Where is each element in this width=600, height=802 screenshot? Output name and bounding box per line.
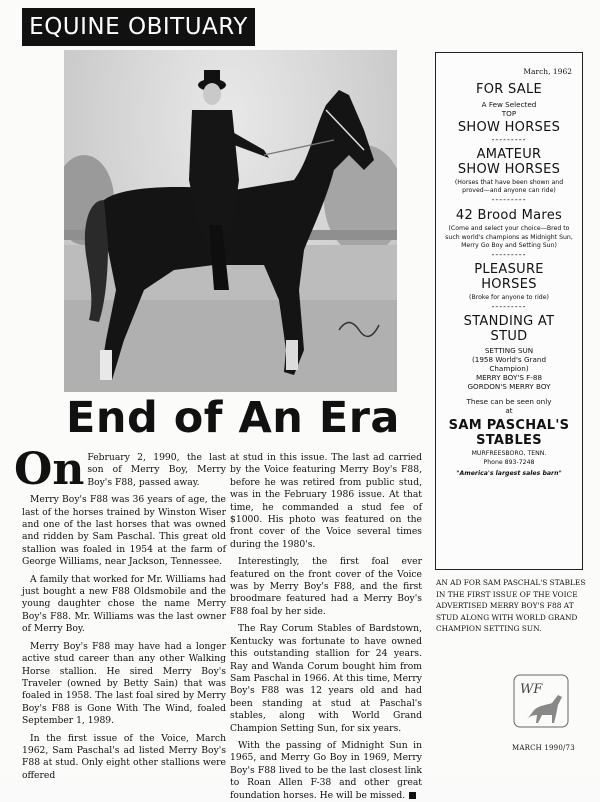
article-paragraph: Merry Boy's F88 was 36 years of age, the last of the horses trained by Winston Wiser and one of the last horses that was owned and ridden by Sam Paschal. This great old stallion was foaled in 1954 at the farm of George Williams, near Jackson, Tennessee.: [22, 494, 226, 568]
article-paragraph: With the passing of Midnight Sun in 1965, and Merry Go Boy in 1969, Merry Boy's F88 lived to be the last closest link to Roan Allen F-38 and other great foundation horses. He will be missed.: [230, 739, 422, 801]
article-paragraph: at stud in this issue. The last ad carried by the Voice featuring Merry Boy's F88, before he was retired from public stud, was in the February 1986 issue. At that time, he commanded a stud fee of $1000. His photo was featured on the front cover of the Voice several times during the 1980's.: [230, 452, 422, 550]
page-folio: MARCH 1990/73: [512, 744, 575, 752]
ad-stud-merry-boy: MERRY BOY'S F-88: [475, 373, 543, 383]
ad-seen-only: These can be seen only: [466, 397, 552, 407]
article-paragraph: On February 2, 1990, the last son of Merry Boy, Merry Boy's F88, passed away.: [14, 444, 226, 495]
ad-seen-at: at: [505, 406, 513, 416]
horse-and-rider-photo-icon: [64, 50, 397, 392]
svg-text:WF: WF: [520, 682, 543, 697]
ad-amateur: AMATEUR: [476, 147, 542, 162]
article-paragraph: Interestingly, the first foal ever featured on the front cover of the Voice was by Merry Boy's F88, and the first broodmare featured had a Merry Boy's F88 foal by her side.: [230, 556, 422, 617]
ad-location: MURFREESBORO, TENN.: [471, 450, 547, 458]
end-mark-icon: [409, 792, 416, 799]
ad-divider: ---------: [491, 135, 527, 144]
ad-stud-line: (1958 World's Grand: [471, 355, 547, 365]
ad-brood-mares: 42 Brood Mares: [455, 208, 563, 224]
ad-date: March, 1962: [523, 67, 572, 76]
article-column-1: [14, 444, 226, 782]
article-paragraph: In the first issue of the Voice, March 1962, Sam Paschal's ad listed Merry Boy's F88 at stud. Only eight other stallions were offered: [22, 732, 226, 781]
ad-divider: ---------: [491, 302, 527, 312]
ad-standing-at: STANDING AT: [463, 314, 555, 330]
ad-pleasure-horses: HORSES: [481, 277, 537, 293]
drop-cap: On: [14, 444, 85, 495]
walking-horse-logo-icon: [512, 673, 570, 729]
ad-for-sale: FOR SALE: [475, 82, 543, 97]
ad-pleasure: PLEASURE: [474, 262, 544, 278]
section-banner: EQUINE OBITUARY: [22, 8, 255, 46]
article-headline: End of An Era: [66, 393, 400, 443]
ad-stud-gordons: GORDON'S MERRY BOY: [467, 382, 551, 392]
ad-amateur-note: (Horses that have been shown and proved—and anyone can ride): [454, 179, 564, 195]
ad-show-horses: SHOW HORSES: [457, 120, 561, 135]
ad-top: TOP: [501, 109, 517, 118]
ad-stud: STUD: [490, 329, 528, 345]
ad-a-few-selected: A Few Selected: [481, 100, 537, 109]
ad-brood-note: (Come and select your choice—Bred to such world's champions as Midnight Sun, Merry Go Boy and Setting Sun): [445, 225, 573, 249]
article-paragraph: A family that worked for Mr. Williams had just bought a new F88 Oldsmobile and the young daughter chose the name Merry Boy's F88. Mr. Williams was the last owner of Merry Boy.: [22, 573, 226, 635]
vintage-advertisement: [435, 52, 583, 570]
ad-stables-name: SAM PASCHAL'S: [448, 418, 570, 434]
ad-phone: Phone 893-7248: [483, 459, 535, 467]
ad-divider: ---------: [491, 195, 527, 205]
article-paragraph: Merry Boy's F88 may have had a longer active stud career than any other Walking Horse stallion. He sired Merry Boy's Traveler (owned by Betty Sain) that was foaled in 1958. The last foal sired by Merry Boy's F88 is Gone With The Wind, foaled September 1, 1989.: [22, 640, 226, 727]
ad-caption: AN AD FOR SAM PASCHAL'S STABLES IN THE FIRST ISSUE OF THE VOICE ADVERTISED MERRY BOY'S F88 AT STUD ALONG WITH WORLD GRAND CHAMPION SETTING SUN.: [436, 578, 586, 633]
ad-stables: STABLES: [476, 433, 542, 449]
ad-stud-setting-sun: SETTING SUN: [484, 346, 534, 356]
ad-pleasure-note: (Broke for anyone to ride): [469, 294, 549, 302]
ad-amateur-show-horses: SHOW HORSES: [457, 162, 561, 177]
ad-divider: ---------: [491, 250, 527, 260]
ad-stud-line: Champion): [489, 364, 529, 374]
ad-slogan: "America's largest sales barn": [456, 469, 562, 477]
article-column-2: [230, 452, 422, 802]
article-paragraph: The Ray Corum Stables of Bardstown, Kentucky was fortunate to have owned this outstanding stallion for 24 years. Ray and Wanda Corum bought him from Sam Paschal in 1966. At this time, Merry Boy's F88 was 12 years old and had been standing at stud at Paschal's stables, along with World Grand Champion Setting Sun, for six years.: [230, 623, 422, 734]
